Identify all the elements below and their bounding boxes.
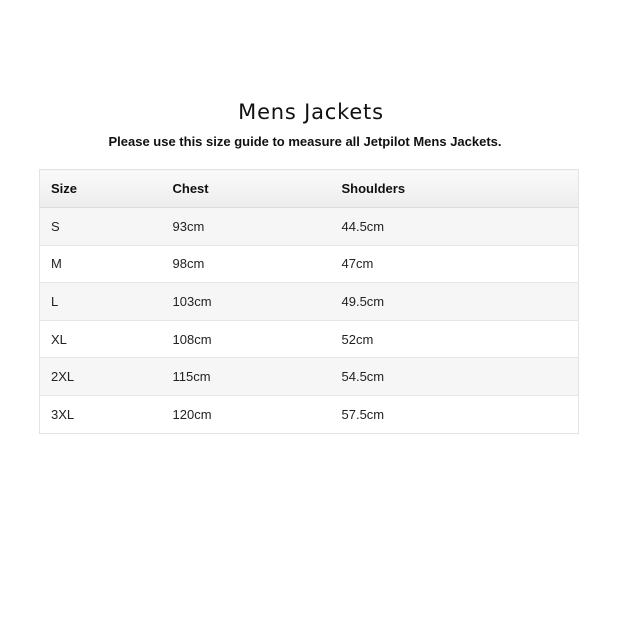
size-guide-table [39,169,579,434]
cell-size: M [40,245,173,283]
table-row [40,395,579,433]
table-header-row [40,170,579,208]
header-shoulders: Shoulders [342,170,579,208]
cell-chest: 98cm [173,245,342,283]
header-size: Size [40,170,173,208]
cell-chest: 93cm [173,208,342,246]
cell-chest: 115cm [173,358,342,396]
cell-chest: 103cm [173,283,342,321]
cell-shoulders: 57.5cm [342,395,579,433]
cell-shoulders: 47cm [342,245,579,283]
cell-size: XL [40,320,173,358]
page-subtitle: Please use this size guide to measure all Jetpilot Mens Jackets. [108,134,502,149]
table-row [40,283,579,321]
cell-shoulders: 54.5cm [342,358,579,396]
cell-size: 2XL [40,358,173,396]
cell-size: 3XL [40,395,173,433]
cell-shoulders: 52cm [342,320,579,358]
cell-size: S [40,208,173,246]
cell-shoulders: 49.5cm [342,283,579,321]
table-row [40,358,579,396]
table-row [40,320,579,358]
cell-chest: 120cm [173,395,342,433]
cell-chest: 108cm [173,320,342,358]
page-title: Mens Jackets [238,100,384,124]
cell-size: L [40,283,173,321]
cell-shoulders: 44.5cm [342,208,579,246]
table-row [40,208,579,246]
table-row [40,245,579,283]
header-chest: Chest [173,170,342,208]
